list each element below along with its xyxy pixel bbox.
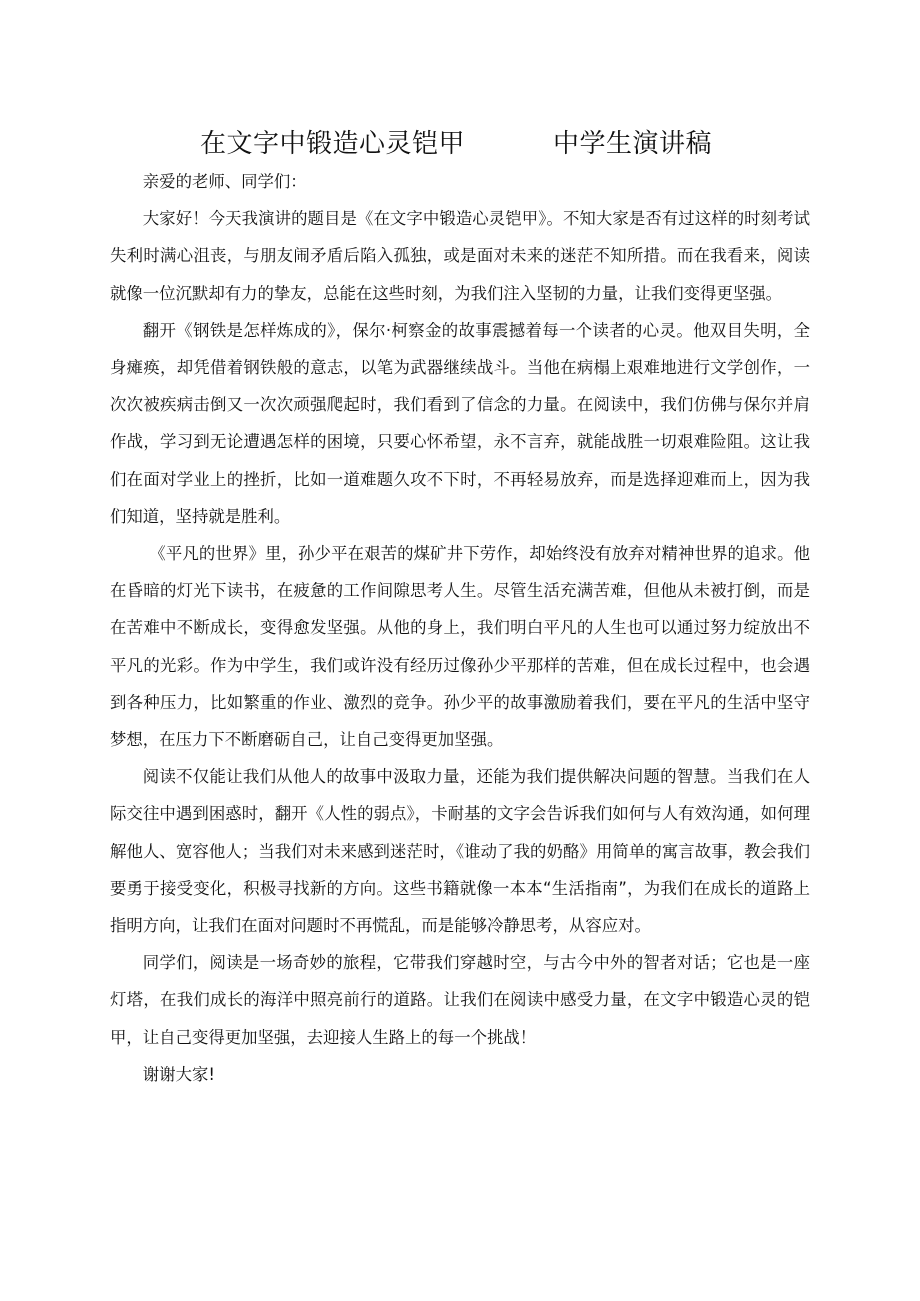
paragraph-intro: 大家好！今天我演讲的题目是《在文字中锻造心灵铠甲》。不知大家是否有过这样的时刻考试失利时满心沮丧，与朋友闹矛盾后陷入孤独，或是面对未来的迷茫不知所措。而在我看来，阅读就像一位沉默却有力的挚友，总能在这些时刻，为我们注入坚韧的力量，让我们变得更坚强。 (110, 209, 810, 303)
greeting: 亲爱的老师、同学们： (142, 172, 307, 191)
paragraph-steel: 翻开《钢铁是怎样炼成的》，保尔·柯察金的故事震撼着每一个读者的心灵。他双目失明，全身瘫痪，却凭借着钢铁般的意志，以笔为武器继续战斗。当他在病榻上艰难地进行文学创作，一次次被疾病击倒又一次次顽强爬起时，我们看到了信念的力量。在阅读中，我们仿佛与保尔并肩作战，学习到无论遭遇怎样的困境，只要心怀希望，永不言弃，就能战胜一切艰难险阻。这让我们在面对学业上的挫折，比如一道难题久攻不下时，不再轻易放弃，而是选择迎难而上，因为我们知道，坚持就是胜利。 (110, 320, 810, 526)
paragraph-conclusion: 同学们，阅读是一场奇妙的旅程，它带我们穿越时空，与古今中外的智者对话；它也是一座灯塔，在我们成长的海洋中照亮前行的道路。让我们在阅读中感受力量，在文字中锻造心灵的铠甲，让自己变得更加坚强，去迎接人生路上的每一个挑战！ (110, 953, 810, 1047)
speech-body (110, 163, 810, 1093)
closing-thanks: 谢谢大家! (142, 1064, 215, 1084)
title-row (0, 124, 920, 164)
paragraph-ordinary-world: 《平凡的世界》里，孙少平在艰苦的煤矿井下劳作，却始终没有放弃对精神世界的追求。他在昏暗的灯光下读书，在疲惫的工作间隙思考人生。尽管生活充满苦难，但他从未被打倒，而是在苦难中不断成长，变得愈发坚强。从他的身上，我们明白平凡的人生也可以通过努力绽放出不平凡的光彩。作为中学生，我们或许没有经历过像孙少平那样的苦难，但在成长过程中，也会遇到各种压力，比如繁重的作业、激烈的竞争。孙少平的故事激励着我们，要在平凡的生活中坚守梦想，在压力下不断磨砺自己，让自己变得更加坚强。 (110, 544, 810, 750)
document-subtitle: 中学生演讲稿 (553, 129, 713, 159)
paragraph-wisdom: 阅读不仅能让我们从他人的故事中汲取力量，还能为我们提供解决问题的智慧。当我们在人际交往中遇到困惑时，翻开《人性的弱点》，卡耐基的文字会告诉我们如何与人有效沟通，如何理解他人、宽容他人；当我们对未来感到迷茫时，《谁动了我的奶酪》用简单的寓言故事，教会我们要勇于接受变化，积极寻找新的方向。这些书籍就像一本本“生活指南”，为我们在成长的道路上指明方向，让我们在面对问题时不再慌乱，而是能够冷静思考，从容应对。 (110, 767, 810, 936)
document-title: 在文字中锻造心灵铠甲 (200, 129, 466, 159)
